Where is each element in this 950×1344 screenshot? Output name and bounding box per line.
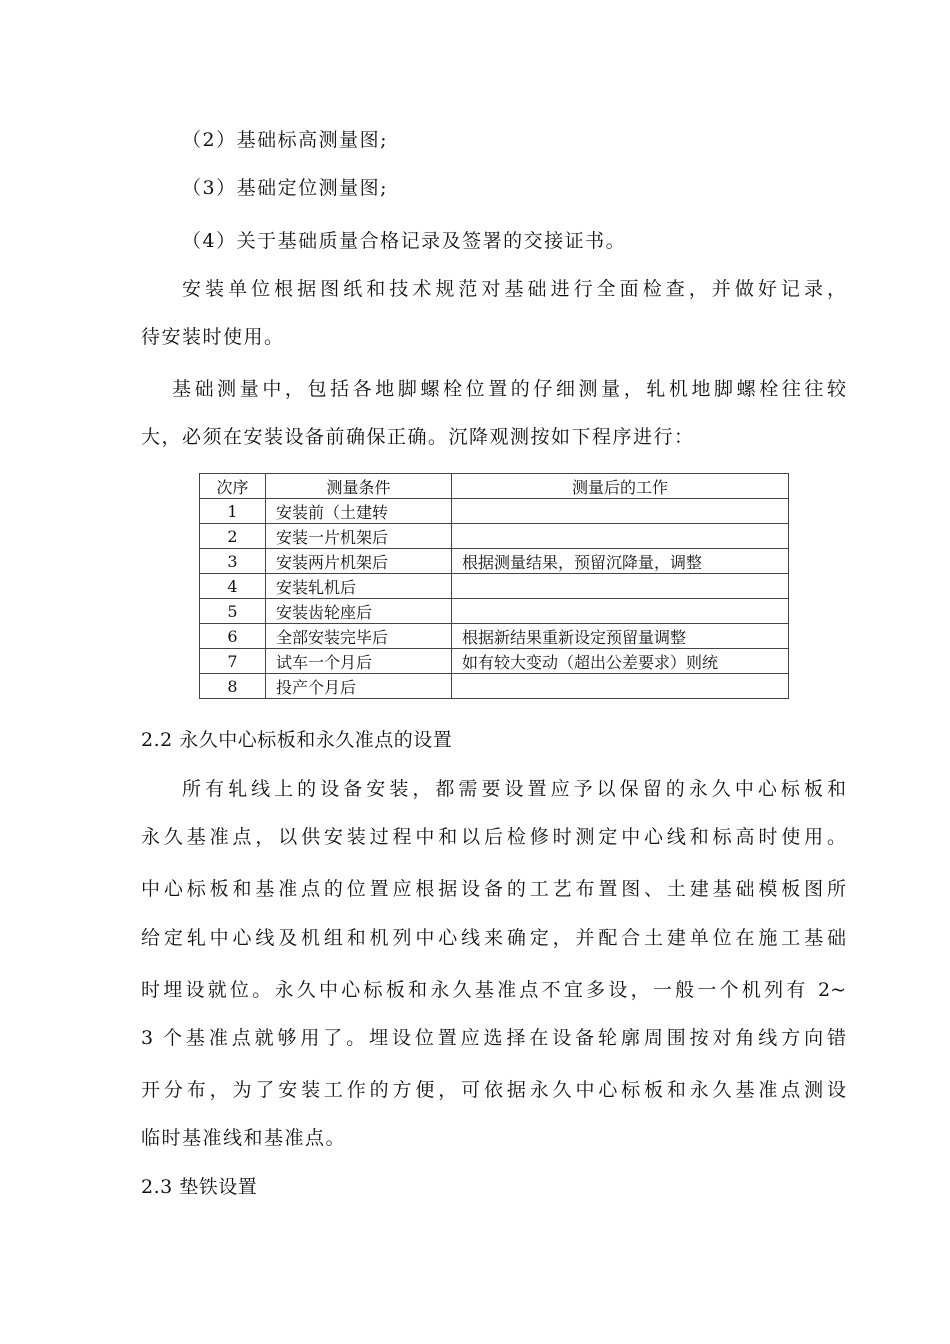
section-2-2-line: 中心标板和基准点的位置应根据设备的工艺布置图、土建基础模板图所 (141, 878, 846, 900)
cell-condition: 试车一个月后 (266, 649, 452, 674)
section-2-3-heading: 2.3 垫铁设置 (141, 1176, 258, 1198)
header-work: 测量后的工作 (452, 474, 789, 499)
section-2-2-line: 永久基准点，以供安装过程中和以后检修时测定中心线和标高时使用。 (141, 826, 846, 848)
table-row (200, 599, 789, 624)
table-row (200, 674, 789, 699)
cell-work (452, 574, 789, 599)
table-row (200, 649, 789, 674)
cell-condition: 投产个月后 (266, 674, 452, 699)
header-condition: 测量条件 (266, 474, 452, 499)
cell-sequence: 3 (200, 549, 266, 574)
header-sequence: 次序 (200, 474, 266, 499)
table-header-row (200, 474, 789, 499)
cell-sequence: 2 (200, 524, 266, 549)
cell-work (452, 499, 789, 524)
cell-condition: 安装齿轮座后 (266, 599, 452, 624)
table-row (200, 624, 789, 649)
cell-sequence: 8 (200, 674, 266, 699)
section-2-2-line: 给定轧中心线及机组和机列中心线来确定，并配合土建单位在施工基础 (141, 927, 846, 949)
cell-sequence: 5 (200, 599, 266, 624)
table-row (200, 549, 789, 574)
para2-line1: 基础测量中，包括各地脚螺栓位置的仔细测量，轧机地脚螺栓往往较 (172, 378, 846, 400)
list-item-3: （3）基础定位测量图; (182, 177, 388, 199)
cell-condition: 安装前（土建转 (266, 499, 452, 524)
cell-sequence: 6 (200, 624, 266, 649)
cell-work (452, 524, 789, 549)
cell-sequence: 7 (200, 649, 266, 674)
cell-work (452, 674, 789, 699)
section-2-2-line: 时埋设就位。永久中心标板和永久基准点不宜多设，一般一个机列有 2~ (141, 979, 846, 1001)
section-2-2-line: 3 个基准点就够用了。埋设位置应选择在设备轮廓周围按对角线方向错 (141, 1027, 846, 1049)
section-2-2-line: 临时基准线和基准点。 (141, 1127, 347, 1149)
list-item-4: （4）关于基础质量合格记录及签署的交接证书。 (182, 230, 627, 252)
section-2-2-line: 开分布，为了安装工作的方便，可依据永久中心标板和永久基准点测设 (141, 1079, 846, 1101)
section-2-2-line: 所有轧线上的设备安装，都需要设置应予以保留的永久中心标板和 (182, 778, 846, 800)
table-row (200, 574, 789, 599)
table-row (200, 499, 789, 524)
cell-sequence: 1 (200, 499, 266, 524)
cell-condition: 安装一片机架后 (266, 524, 452, 549)
cell-condition: 安装轧机后 (266, 574, 452, 599)
cell-work (452, 599, 789, 624)
list-item-2: （2）基础标高测量图; (182, 129, 388, 151)
section-2-2-heading: 2.2 永久中心标板和永久准点的设置 (141, 729, 453, 751)
cell-work: 根据测量结果，预留沉降量，调整 (452, 549, 789, 574)
cell-condition: 安装两片机架后 (266, 549, 452, 574)
cell-condition: 全部安装完毕后 (266, 624, 452, 649)
cell-sequence: 4 (200, 574, 266, 599)
cell-work: 如有较大变动（超出公差要求）则统 (452, 649, 789, 674)
cell-work: 根据新结果重新设定预留量调整 (452, 624, 789, 649)
table-row (200, 524, 789, 549)
para1-line2: 待安装时使用。 (141, 326, 285, 348)
para1-line1: 安装单位根据图纸和技术规范对基础进行全面检查，并做好记录， (182, 278, 846, 300)
para2-line2: 大，必须在安装设备前确保正确。沉降观测按如下程序进行： (141, 426, 695, 448)
settlement-observation-table (199, 473, 789, 699)
